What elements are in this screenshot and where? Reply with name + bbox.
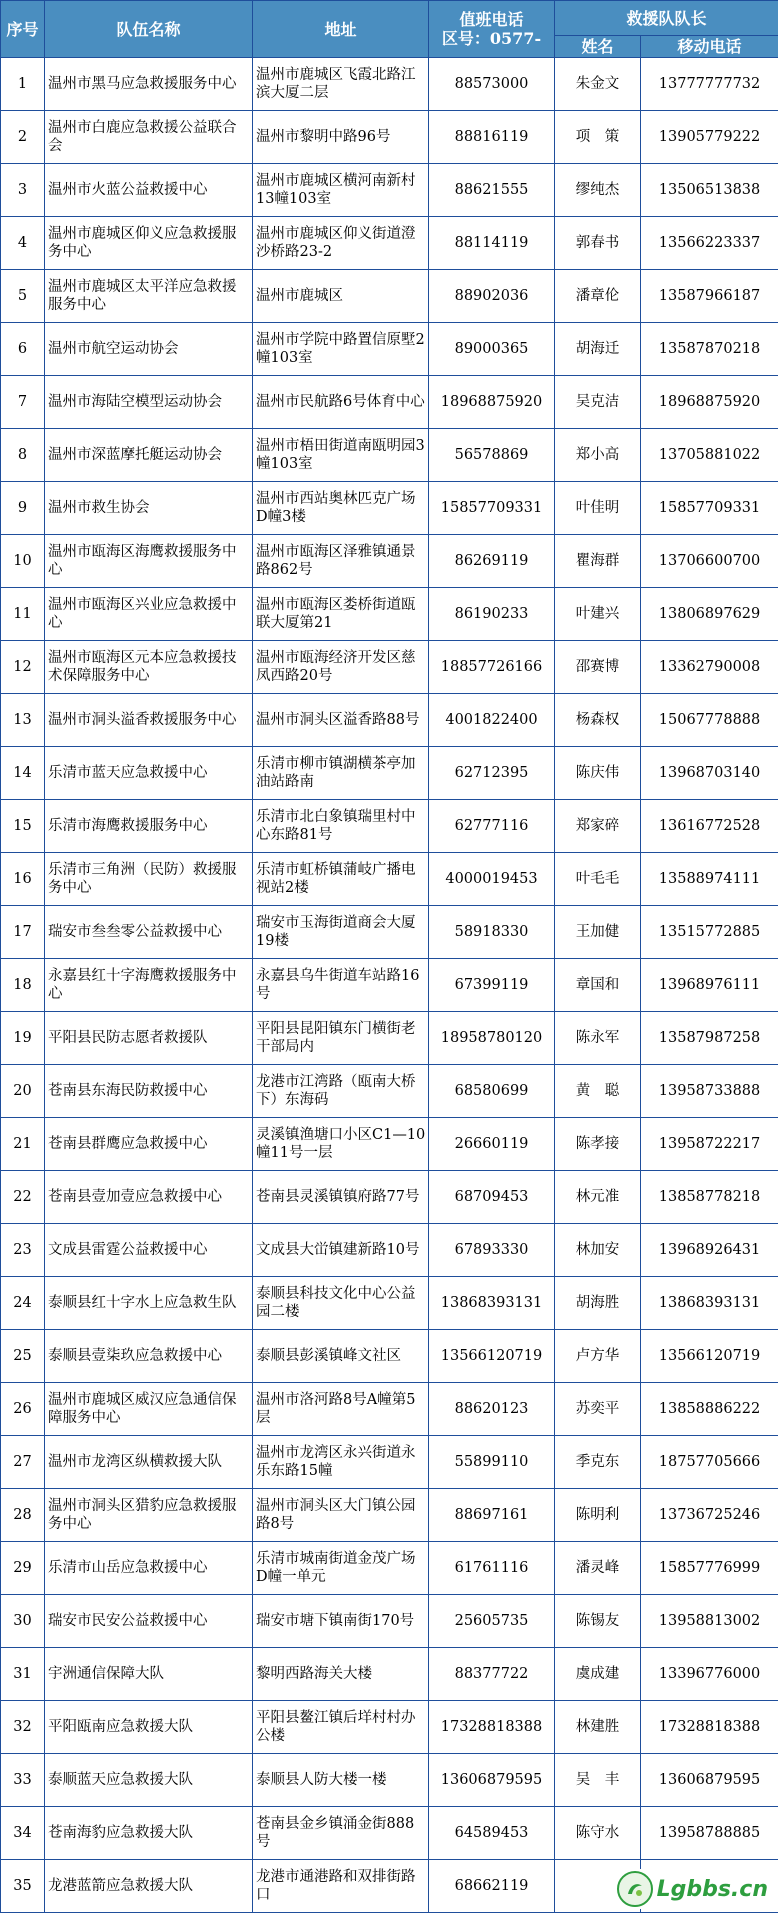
header-area-code: 区号：0577- bbox=[441, 29, 542, 48]
cell-mobile: 13968703140 bbox=[641, 747, 778, 800]
cell-team-name: 瑞安市叁叁零公益救援中心 bbox=[45, 906, 253, 959]
cell-address: 温州市学院中路置信原墅2幢103室 bbox=[253, 323, 429, 376]
cell-duty-phone: 88902036 bbox=[429, 270, 555, 323]
cell-duty-phone: 88816119 bbox=[429, 111, 555, 164]
table-row bbox=[1, 853, 778, 906]
cell-address: 泰顺县彭溪镇峰文社区 bbox=[253, 1330, 429, 1383]
cell-duty-phone: 15857709331 bbox=[429, 482, 555, 535]
cell-address: 文成县大峃镇建新路10号 bbox=[253, 1224, 429, 1277]
cell-seq: 20 bbox=[1, 1065, 45, 1118]
cell-duty-phone: 58918330 bbox=[429, 906, 555, 959]
cell-address: 温州市梧田街道南瓯明园3幢103室 bbox=[253, 429, 429, 482]
cell-mobile: 13958788885 bbox=[641, 1807, 778, 1860]
cell-seq: 24 bbox=[1, 1277, 45, 1330]
table-row bbox=[1, 747, 778, 800]
cell-team-name: 温州市火蓝公益救援中心 bbox=[45, 164, 253, 217]
cell-address: 温州市洛河路8号A幢第5层 bbox=[253, 1383, 429, 1436]
cell-mobile: 13705881022 bbox=[641, 429, 778, 482]
cell-address: 灵溪镇渔塘口小区C1—10幢11号一层 bbox=[253, 1118, 429, 1171]
cell-address: 苍南县灵溪镇镇府路77号 bbox=[253, 1171, 429, 1224]
cell-mobile: 13905779222 bbox=[641, 111, 778, 164]
cell-team-name: 文成县雷霆公益救援中心 bbox=[45, 1224, 253, 1277]
cell-mobile: 13968976111 bbox=[641, 959, 778, 1012]
table-row bbox=[1, 111, 778, 164]
cell-duty-phone: 88114119 bbox=[429, 217, 555, 270]
cell-leader-name: 瞿海群 bbox=[555, 535, 641, 588]
cell-address: 泰顺县科技文化中心公益园二楼 bbox=[253, 1277, 429, 1330]
cell-team-name: 温州市洞头溢香救援服务中心 bbox=[45, 694, 253, 747]
cell-address: 龙港市江湾路（瓯南大桥下）东海码 bbox=[253, 1065, 429, 1118]
cell-duty-phone: 86269119 bbox=[429, 535, 555, 588]
table-row bbox=[1, 1489, 778, 1542]
header-leader-group: 救援队队长 bbox=[555, 1, 778, 36]
cell-seq: 7 bbox=[1, 376, 45, 429]
cell-leader-name: 陈庆伟 bbox=[555, 747, 641, 800]
cell-team-name: 温州市瓯海区兴业应急救援中心 bbox=[45, 588, 253, 641]
cell-seq: 27 bbox=[1, 1436, 45, 1489]
cell-leader-name: 王加健 bbox=[555, 906, 641, 959]
cell-address: 温州市瓯海经济开发区慈凤西路20号 bbox=[253, 641, 429, 694]
table-row bbox=[1, 217, 778, 270]
cell-leader-name: 黄 聪 bbox=[555, 1065, 641, 1118]
cell-leader-name: 陈锡友 bbox=[555, 1595, 641, 1648]
cell-seq: 28 bbox=[1, 1489, 45, 1542]
cell-mobile: 13362790008 bbox=[641, 641, 778, 694]
cell-duty-phone: 55899110 bbox=[429, 1436, 555, 1489]
cell-address: 温州市瓯海区泽雅镇通景路862号 bbox=[253, 535, 429, 588]
cell-address: 平阳县鳌江镇后垟村村办公楼 bbox=[253, 1701, 429, 1754]
cell-leader-name: 朱金文 bbox=[555, 58, 641, 111]
cell-mobile: 18968875920 bbox=[641, 376, 778, 429]
cell-duty-phone: 26660119 bbox=[429, 1118, 555, 1171]
cell-duty-phone: 67893330 bbox=[429, 1224, 555, 1277]
cell-leader-name: 叶毛毛 bbox=[555, 853, 641, 906]
cell-duty-phone: 68580699 bbox=[429, 1065, 555, 1118]
cell-leader-name: 陈守水 bbox=[555, 1807, 641, 1860]
cell-seq: 9 bbox=[1, 482, 45, 535]
cell-leader-name: 苏奕平 bbox=[555, 1383, 641, 1436]
cell-leader-name: 胡海胜 bbox=[555, 1277, 641, 1330]
cell-seq: 25 bbox=[1, 1330, 45, 1383]
cell-leader-name: 章国和 bbox=[555, 959, 641, 1012]
header-team-name: 队伍名称 bbox=[45, 1, 253, 58]
cell-address: 温州市洞头区大门镇公园路8号 bbox=[253, 1489, 429, 1542]
cell-seq: 5 bbox=[1, 270, 45, 323]
cell-mobile: 13515772885 bbox=[641, 906, 778, 959]
table-row bbox=[1, 1595, 778, 1648]
cell-team-name: 温州市鹿城区仰义应急救援服务中心 bbox=[45, 217, 253, 270]
cell-seq: 22 bbox=[1, 1171, 45, 1224]
cell-leader-name: 陈孝接 bbox=[555, 1118, 641, 1171]
cell-team-name: 苍南海豹应急救援大队 bbox=[45, 1807, 253, 1860]
cell-duty-phone: 88621555 bbox=[429, 164, 555, 217]
table-row bbox=[1, 906, 778, 959]
cell-team-name: 乐清市海鹰救援服务中心 bbox=[45, 800, 253, 853]
cell-address: 温州市龙湾区永兴街道永乐东路15幢 bbox=[253, 1436, 429, 1489]
table-row bbox=[1, 270, 778, 323]
cell-mobile: 13858886222 bbox=[641, 1383, 778, 1436]
table-row bbox=[1, 1224, 778, 1277]
cell-leader-name: 虞成建 bbox=[555, 1648, 641, 1701]
cell-leader-name: 郭春书 bbox=[555, 217, 641, 270]
table-row bbox=[1, 535, 778, 588]
cell-mobile: 13588974111 bbox=[641, 853, 778, 906]
cell-duty-phone: 25605735 bbox=[429, 1595, 555, 1648]
cell-mobile: 18757705666 bbox=[641, 1436, 778, 1489]
cell-seq: 23 bbox=[1, 1224, 45, 1277]
cell-address: 乐清市城南街道金茂广场D幢一单元 bbox=[253, 1542, 429, 1595]
table-row bbox=[1, 1277, 778, 1330]
cell-team-name: 苍南县壹加壹应急救援中心 bbox=[45, 1171, 253, 1224]
cell-mobile: 13858778218 bbox=[641, 1171, 778, 1224]
cell-duty-phone: 61761116 bbox=[429, 1542, 555, 1595]
cell-leader-name: 潘章伦 bbox=[555, 270, 641, 323]
cell-mobile: 15857776999 bbox=[641, 1542, 778, 1595]
cell-seq: 30 bbox=[1, 1595, 45, 1648]
cell-seq: 15 bbox=[1, 800, 45, 853]
cell-seq: 21 bbox=[1, 1118, 45, 1171]
header-duty-phone-label: 值班电话 bbox=[459, 10, 524, 29]
cell-mobile: 13958733888 bbox=[641, 1065, 778, 1118]
cell-leader-name: 陈永军 bbox=[555, 1012, 641, 1065]
cell-duty-phone: 17328818388 bbox=[429, 1701, 555, 1754]
cell-team-name: 乐清市山岳应急救援中心 bbox=[45, 1542, 253, 1595]
table-row bbox=[1, 800, 778, 853]
table-row bbox=[1, 1330, 778, 1383]
cell-team-name: 温州市鹿城区太平洋应急救援服务中心 bbox=[45, 270, 253, 323]
cell-leader-name: 叶佳明 bbox=[555, 482, 641, 535]
cell-seq: 3 bbox=[1, 164, 45, 217]
cell-seq: 18 bbox=[1, 959, 45, 1012]
cell-seq: 11 bbox=[1, 588, 45, 641]
table-row bbox=[1, 588, 778, 641]
cell-address: 瑞安市玉海街道商会大厦19楼 bbox=[253, 906, 429, 959]
cell-mobile: 13958813002 bbox=[641, 1595, 778, 1648]
cell-mobile: 13587987258 bbox=[641, 1012, 778, 1065]
cell-team-name: 温州市海陆空模型运动协会 bbox=[45, 376, 253, 429]
cell-address: 平阳县昆阳镇东门横街老干部局内 bbox=[253, 1012, 429, 1065]
cell-seq: 32 bbox=[1, 1701, 45, 1754]
cell-leader-name: 陈明利 bbox=[555, 1489, 641, 1542]
cell-mobile: 13616772528 bbox=[641, 800, 778, 853]
cell-duty-phone: 13606879595 bbox=[429, 1754, 555, 1807]
cell-mobile: 13396776000 bbox=[641, 1648, 778, 1701]
cell-duty-phone: 68709453 bbox=[429, 1171, 555, 1224]
cell-team-name: 泰顺蓝天应急救援大队 bbox=[45, 1754, 253, 1807]
table-row bbox=[1, 1012, 778, 1065]
cell-address: 瑞安市塘下镇南街170号 bbox=[253, 1595, 429, 1648]
cell-seq: 10 bbox=[1, 535, 45, 588]
cell-team-name: 平阳县民防志愿者救援队 bbox=[45, 1012, 253, 1065]
table-row bbox=[1, 429, 778, 482]
cell-seq: 29 bbox=[1, 1542, 45, 1595]
table-row bbox=[1, 959, 778, 1012]
cell-leader-name: 季克东 bbox=[555, 1436, 641, 1489]
cell-seq: 12 bbox=[1, 641, 45, 694]
table-row bbox=[1, 694, 778, 747]
cell-seq: 17 bbox=[1, 906, 45, 959]
cell-duty-phone: 13566120719 bbox=[429, 1330, 555, 1383]
cell-team-name: 宇洲通信保障大队 bbox=[45, 1648, 253, 1701]
cell-team-name: 温州市救生协会 bbox=[45, 482, 253, 535]
cell-team-name: 温州市白鹿应急救援公益联合会 bbox=[45, 111, 253, 164]
cell-leader-name: 潘灵峰 bbox=[555, 1542, 641, 1595]
cell-team-name: 温州市深蓝摩托艇运动协会 bbox=[45, 429, 253, 482]
cell-duty-phone: 88620123 bbox=[429, 1383, 555, 1436]
cell-duty-phone: 64589453 bbox=[429, 1807, 555, 1860]
cell-mobile: 13587870218 bbox=[641, 323, 778, 376]
cell-duty-phone: 4000019453 bbox=[429, 853, 555, 906]
cell-duty-phone: 18857726166 bbox=[429, 641, 555, 694]
cell-seq: 33 bbox=[1, 1754, 45, 1807]
cell-mobile: 13968926431 bbox=[641, 1224, 778, 1277]
cell-leader-name: 邵赛博 bbox=[555, 641, 641, 694]
table-row bbox=[1, 164, 778, 217]
cell-leader-name: 杨森权 bbox=[555, 694, 641, 747]
cell-address: 温州市瓯海区娄桥街道瓯联大厦第21 bbox=[253, 588, 429, 641]
table-row bbox=[1, 1807, 778, 1860]
cell-seq: 26 bbox=[1, 1383, 45, 1436]
cell-mobile: 15067778888 bbox=[641, 694, 778, 747]
cell-duty-phone: 56578869 bbox=[429, 429, 555, 482]
cell-mobile: 13606879595 bbox=[641, 1754, 778, 1807]
table-row bbox=[1, 1542, 778, 1595]
cell-team-name: 瑞安市民安公益救援中心 bbox=[45, 1595, 253, 1648]
cell-mobile: 13868393131 bbox=[641, 1277, 778, 1330]
cell-seq: 6 bbox=[1, 323, 45, 376]
cell-team-name: 温州市瓯海区元本应急救援技术保障服务中心 bbox=[45, 641, 253, 694]
cell-mobile: 13958722217 bbox=[641, 1118, 778, 1171]
cell-leader-name: 林元准 bbox=[555, 1171, 641, 1224]
cell-mobile: 13777777732 bbox=[641, 58, 778, 111]
cell-team-name: 泰顺县壹柒玖应急救援中心 bbox=[45, 1330, 253, 1383]
table-row bbox=[1, 58, 778, 111]
cell-address: 温州市民航路6号体育中心 bbox=[253, 376, 429, 429]
header-mobile: 移动电话 bbox=[641, 36, 778, 58]
cell-duty-phone: 86190233 bbox=[429, 588, 555, 641]
cell-mobile: 13506513838 bbox=[641, 164, 778, 217]
cell-address: 温州市西站奥林匹克广场D幢3楼 bbox=[253, 482, 429, 535]
cell-mobile: 13706600700 bbox=[641, 535, 778, 588]
cell-mobile: 13566223337 bbox=[641, 217, 778, 270]
cell-seq: 13 bbox=[1, 694, 45, 747]
cell-duty-phone: 18968875920 bbox=[429, 376, 555, 429]
cell-team-name: 温州市航空运动协会 bbox=[45, 323, 253, 376]
cell-team-name: 温州市黑马应急救援服务中心 bbox=[45, 58, 253, 111]
watermark-logo-icon bbox=[617, 1871, 653, 1907]
cell-leader-name: 缪纯杰 bbox=[555, 164, 641, 217]
watermark-text: Lgbbs.cn bbox=[656, 1876, 768, 1902]
cell-team-name: 苍南县群鹰应急救援中心 bbox=[45, 1118, 253, 1171]
cell-leader-name: 林建胜 bbox=[555, 1701, 641, 1754]
cell-team-name: 温州市瓯海区海鹰救援服务中心 bbox=[45, 535, 253, 588]
cell-duty-phone: 68662119 bbox=[429, 1860, 555, 1913]
cell-address: 温州市鹿城区横河南新村13幢103室 bbox=[253, 164, 429, 217]
cell-leader-name: 胡海迁 bbox=[555, 323, 641, 376]
header-leader-name: 姓名 bbox=[555, 36, 641, 58]
cell-duty-phone: 18958780120 bbox=[429, 1012, 555, 1065]
cell-leader-name: 郑家碎 bbox=[555, 800, 641, 853]
cell-seq: 31 bbox=[1, 1648, 45, 1701]
cell-team-name: 泰顺县红十字水上应急救生队 bbox=[45, 1277, 253, 1330]
cell-duty-phone: 88697161 bbox=[429, 1489, 555, 1542]
cell-team-name: 乐清市蓝天应急救援中心 bbox=[45, 747, 253, 800]
table-row bbox=[1, 1436, 778, 1489]
cell-duty-phone: 4001822400 bbox=[429, 694, 555, 747]
cell-duty-phone: 62777116 bbox=[429, 800, 555, 853]
cell-seq: 4 bbox=[1, 217, 45, 270]
cell-seq: 19 bbox=[1, 1012, 45, 1065]
cell-address: 黎明西路海关大楼 bbox=[253, 1648, 429, 1701]
cell-address: 温州市鹿城区飞霞北路江滨大厦二层 bbox=[253, 58, 429, 111]
cell-mobile: 13806897629 bbox=[641, 588, 778, 641]
cell-team-name: 苍南县东海民防救援中心 bbox=[45, 1065, 253, 1118]
cell-address: 温州市鹿城区仰义街道澄沙桥路23-2 bbox=[253, 217, 429, 270]
cell-duty-phone: 88377722 bbox=[429, 1648, 555, 1701]
table-row bbox=[1, 641, 778, 694]
header-seq: 序号 bbox=[1, 1, 45, 58]
cell-team-name: 乐清市三角洲（民防）救援服务中心 bbox=[45, 853, 253, 906]
cell-mobile: 15857709331 bbox=[641, 482, 778, 535]
header-address: 地址 bbox=[253, 1, 429, 58]
cell-seq: 2 bbox=[1, 111, 45, 164]
cell-seq: 14 bbox=[1, 747, 45, 800]
cell-duty-phone: 88573000 bbox=[429, 58, 555, 111]
table-row bbox=[1, 1118, 778, 1171]
table-row bbox=[1, 1701, 778, 1754]
cell-address: 永嘉县乌牛街道车站路16号 bbox=[253, 959, 429, 1012]
cell-team-name: 永嘉县红十字海鹰救援服务中心 bbox=[45, 959, 253, 1012]
cell-address: 乐清市北白象镇瑞里村中心东路81号 bbox=[253, 800, 429, 853]
cell-leader-name: 叶建兴 bbox=[555, 588, 641, 641]
cell-address: 龙港市通港路和双排街路口 bbox=[253, 1860, 429, 1913]
cell-seq: 34 bbox=[1, 1807, 45, 1860]
cell-duty-phone: 89000365 bbox=[429, 323, 555, 376]
header-duty-phone bbox=[429, 1, 555, 58]
cell-team-name: 温州市洞头区猎豹应急救援服务中心 bbox=[45, 1489, 253, 1542]
table-row bbox=[1, 482, 778, 535]
table-row bbox=[1, 1754, 778, 1807]
cell-team-name: 平阳瓯南应急救援大队 bbox=[45, 1701, 253, 1754]
cell-address: 乐清市柳市镇湖横茶亭加油站路南 bbox=[253, 747, 429, 800]
cell-mobile: 13566120719 bbox=[641, 1330, 778, 1383]
cell-duty-phone: 13868393131 bbox=[429, 1277, 555, 1330]
table-row bbox=[1, 1383, 778, 1436]
cell-address: 温州市黎明中路96号 bbox=[253, 111, 429, 164]
table-header bbox=[1, 1, 778, 58]
cell-seq: 35 bbox=[1, 1860, 45, 1913]
cell-team-name: 龙港蓝箭应急救援大队 bbox=[45, 1860, 253, 1913]
table-row bbox=[1, 323, 778, 376]
cell-seq: 8 bbox=[1, 429, 45, 482]
table-row bbox=[1, 1065, 778, 1118]
cell-leader-name: 项 策 bbox=[555, 111, 641, 164]
cell-mobile: 13736725246 bbox=[641, 1489, 778, 1542]
cell-seq: 1 bbox=[1, 58, 45, 111]
cell-mobile: 17328818388 bbox=[641, 1701, 778, 1754]
cell-address: 乐清市虹桥镇蒲岐广播电视站2楼 bbox=[253, 853, 429, 906]
cell-leader-name: 吴 丰 bbox=[555, 1754, 641, 1807]
cell-team-name: 温州市龙湾区纵横救援大队 bbox=[45, 1436, 253, 1489]
watermark bbox=[611, 1869, 774, 1909]
cell-leader-name: 吴克洁 bbox=[555, 376, 641, 429]
table-body bbox=[1, 58, 778, 1913]
cell-address: 温州市洞头区溢香路88号 bbox=[253, 694, 429, 747]
table-row bbox=[1, 376, 778, 429]
cell-leader-name: 卢方华 bbox=[555, 1330, 641, 1383]
cell-duty-phone: 67399119 bbox=[429, 959, 555, 1012]
cell-address: 泰顺县人防大楼一楼 bbox=[253, 1754, 429, 1807]
cell-team-name: 温州市鹿城区威汉应急通信保障服务中心 bbox=[45, 1383, 253, 1436]
cell-seq: 16 bbox=[1, 853, 45, 906]
cell-mobile: 13587966187 bbox=[641, 270, 778, 323]
cell-leader-name: 郑小高 bbox=[555, 429, 641, 482]
table-row bbox=[1, 1171, 778, 1224]
table-row bbox=[1, 1648, 778, 1701]
cell-leader-name: 林加安 bbox=[555, 1224, 641, 1277]
cell-address: 温州市鹿城区 bbox=[253, 270, 429, 323]
cell-address: 苍南县金乡镇涌金街888号 bbox=[253, 1807, 429, 1860]
cell-duty-phone: 62712395 bbox=[429, 747, 555, 800]
